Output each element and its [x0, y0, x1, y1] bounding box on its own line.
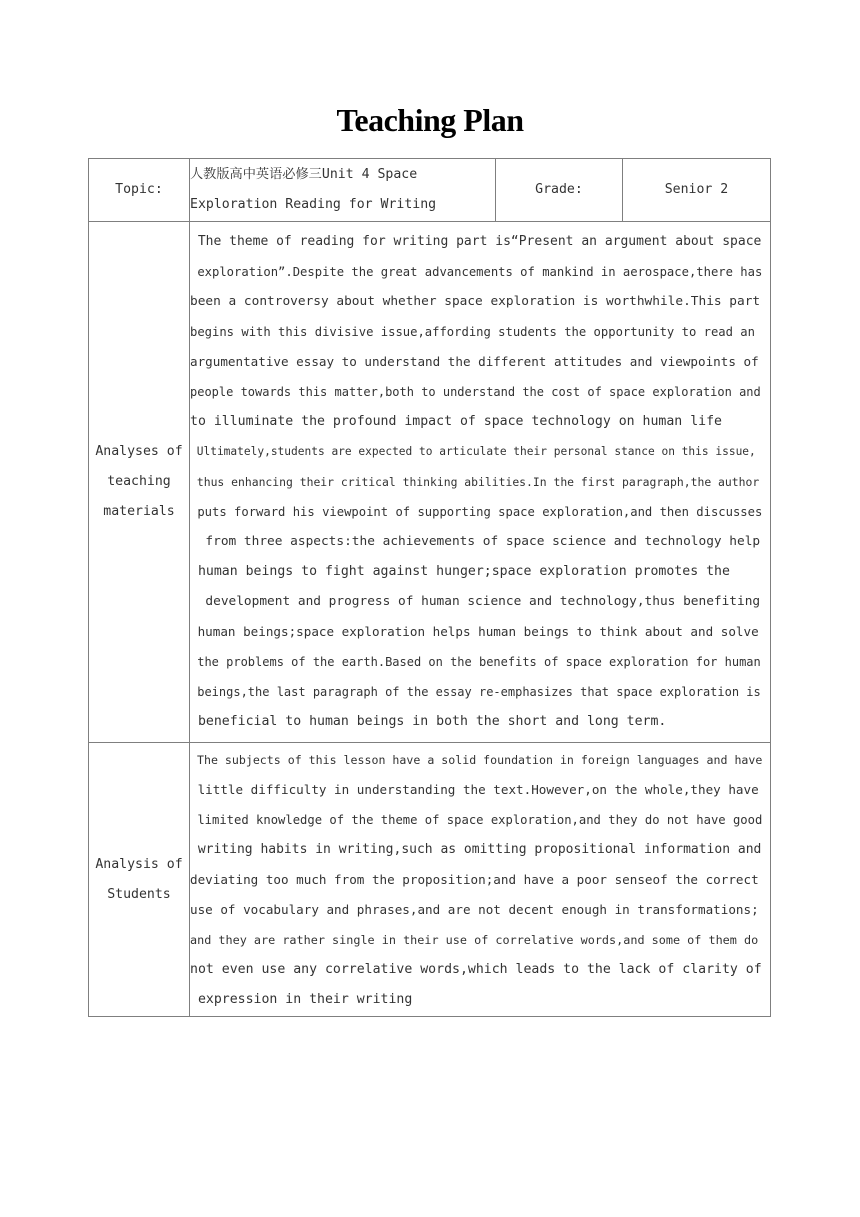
- students-row: [89, 743, 771, 1017]
- text-line: writing habits in writing,such as omitting propositional information and: [190, 841, 762, 857]
- topic-label: Topic:: [89, 159, 190, 222]
- text-line: exploration”.Despite the great advancements of mankind in aerospace,there has: [190, 265, 763, 279]
- students-text: [190, 743, 771, 1017]
- text-line: thus enhancing their critical thinking abilities.In the first paragraph,the author: [190, 475, 760, 489]
- grade-value: Senior 2: [623, 159, 771, 222]
- text-line: puts forward his viewpoint of supporting space exploration,and then discusses: [190, 505, 763, 519]
- text-line: beneficial to human beings in both the short and long term.: [190, 714, 667, 729]
- label-line: teaching: [107, 474, 171, 489]
- topic-value-line: 人教版高中英语必修三Unit 4 Space: [190, 167, 418, 182]
- teaching-plan-table: [88, 158, 771, 1017]
- teaching-materials-label: [89, 222, 190, 743]
- text-line: human beings;space exploration helps human beings to think about and solve: [190, 624, 759, 639]
- text-line: Ultimately,students are expected to articulate their personal stance on this issue,: [190, 445, 756, 458]
- text-line: limited knowledge of the theme of space exploration,and they do not have good: [190, 812, 763, 827]
- text-line: and they are rather single in their use of correlative words,and some of them do: [190, 932, 759, 947]
- text-line: use of vocabulary and phrases,and are not decent enough in transformations;: [190, 901, 759, 917]
- text-line: beings,the last paragraph of the essay re-emphasizes that space exploration is: [190, 685, 761, 699]
- topic-row: [89, 159, 771, 222]
- text-line: people towards this matter,both to understand the cost of space exploration and: [190, 385, 761, 399]
- label-line: materials: [103, 504, 175, 519]
- topic-value: [190, 159, 496, 222]
- text-line: from three aspects:the achievements of space science and technology help: [190, 534, 761, 549]
- text-line: the problems of the earth.Based on the benefits of space exploration for human: [190, 655, 761, 669]
- text-line: to illuminate the profound impact of space technology on human life: [190, 414, 722, 429]
- text-line: not even use any correlative words,which leads to the lack of clarity of: [190, 961, 762, 977]
- document-title: Teaching Plan: [336, 102, 524, 138]
- label-line: Analyses of: [95, 444, 183, 459]
- text-line: been a controversy about whether space exploration is worthwhile.This part: [190, 294, 761, 309]
- teaching-materials-row: [89, 222, 771, 743]
- label-line: Analysis of: [95, 856, 183, 872]
- students-label: [89, 743, 190, 1017]
- grade-label: Grade:: [496, 159, 623, 222]
- text-line: The theme of reading for writing part is“Present an argument about space: [190, 234, 762, 249]
- text-line: argumentative essay to understand the different attitudes and viewpoints of: [190, 354, 759, 369]
- text-line: deviating too much from the proposition;and have a poor senseof the correct: [190, 871, 759, 887]
- text-line: human beings to fight against hunger;space exploration promotes the: [190, 564, 730, 579]
- text-line: expression in their writing: [190, 991, 413, 1007]
- teaching-materials-text: [190, 222, 771, 743]
- text-line: begins with this divisive issue,affording students the opportunity to read an: [190, 325, 755, 339]
- text-line: development and progress of human science and technology,thus benefiting: [190, 594, 761, 609]
- label-line: Students: [107, 886, 171, 902]
- text-line: The subjects of this lesson have a solid foundation in foreign languages and have: [190, 752, 763, 767]
- text-line: little difficulty in understanding the text.However,on the whole,they have: [190, 781, 759, 797]
- topic-value-line: Exploration Reading for Writing: [190, 197, 437, 212]
